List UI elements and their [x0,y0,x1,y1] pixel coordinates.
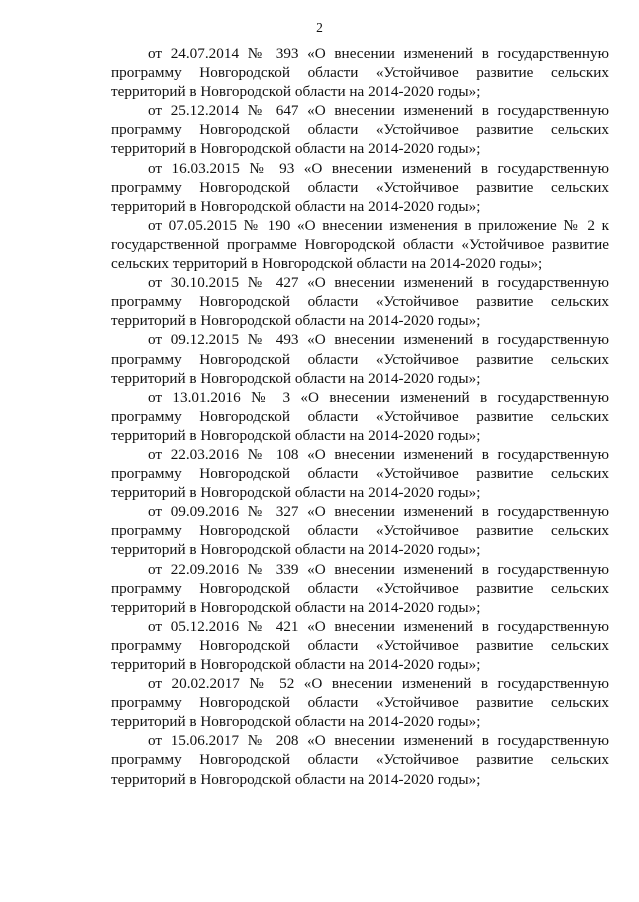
list-item: от 24.07.2014 № 393 «О внесении изменений в государственную программу Новгородской области «Устойчивое развитие сельских территорий в Новгородской области на 2014-2020 годы»; [111,45,609,101]
document-body [111,44,609,789]
list-item: от 25.12.2014 № 647 «О внесении изменений в государственную программу Новгородской области «Устойчивое развитие сельских территорий в Новгородской области на 2014-2020 годы»; [111,102,609,158]
list-item: от 07.05.2015 № 190 «О внесении изменения в приложение № 2 к государственной программе Новгородской области «Устойчивое развитие сельских территорий в Новгородской области на 2014-2020 годы»; [111,216,609,273]
list-item: от 09.09.2016 № 327 «О внесении изменений в государственную программу Новгородской области «Устойчивое развитие сельских территорий в Новгородской области на 2014-2020 годы»; [111,503,609,559]
list-item: от 16.03.2015 № 93 «О внесении изменений в государственную программу Новгородской области «Устойчивое развитие сельских территорий в Новгородской области на 2014-2020 годы»; [111,159,609,215]
list-item: от 15.06.2017 № 208 «О внесении изменений в государственную программу Новгородской области «Устойчивое развитие сельских территорий в Новгородской области на 2014-2020 годы»; [111,732,609,788]
list-item: от 22.09.2016 № 339 «О внесении изменений в государственную программу Новгородской области «Устойчивое развитие сельских территорий в Новгородской области на 2014-2020 годы»; [111,560,609,616]
page-number: 2 [316,20,323,35]
list-item: от 13.01.2016 № 3 «О внесении изменений в государственную программу Новгородской области «Устойчивое развитие сельских территорий в Новгородской области на 2014-2020 годы»; [111,388,609,444]
list-item: от 22.03.2016 № 108 «О внесении изменений в государственную программу Новгородской области «Устойчивое развитие сельских территорий в Новгородской области на 2014-2020 годы»; [111,445,609,502]
list-item: от 20.02.2017 № 52 «О внесении изменений в государственную программу Новгородской области «Устойчивое развитие сельских территорий в Новгородской области на 2014-2020 годы»; [111,675,609,731]
list-item: от 09.12.2015 № 493 «О внесении изменений в государственную программу Новгородской области «Устойчивое развитие сельских территорий в Новгородской области на 2014-2020 годы»; [111,331,609,387]
list-item: от 05.12.2016 № 421 «О внесении изменений в государственную программу Новгородской области «Устойчивое развитие сельских территорий в Новгородской области на 2014-2020 годы»; [111,617,609,673]
list-item: от 30.10.2015 № 427 «О внесении изменений в государственную программу Новгородской области «Устойчивое развитие сельских территорий в Новгородской области на 2014-2020 годы»; [111,274,609,330]
